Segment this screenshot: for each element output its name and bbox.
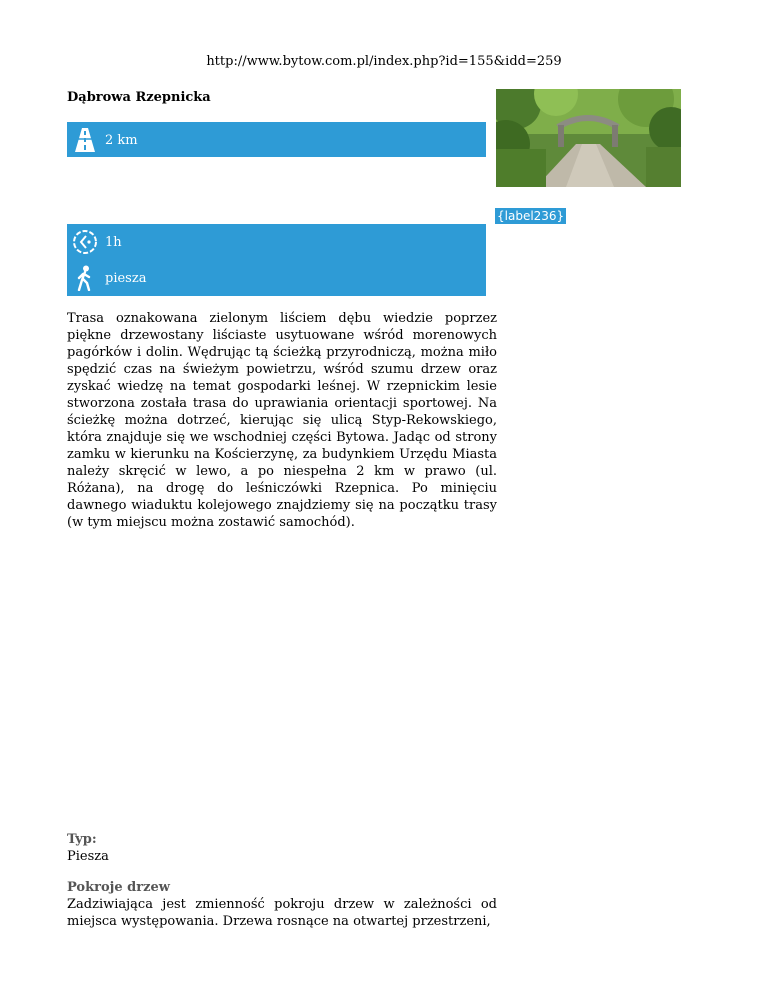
walker-icon xyxy=(71,264,99,292)
type-value: Piesza xyxy=(67,849,109,864)
section-heading: Pokroje drzew xyxy=(67,880,170,895)
mode-value: piesza xyxy=(105,270,147,286)
trail-description: Trasa oznakowana zielonym liściem dębu wiedzie poprzez piękne drzewostany liściaste usytuowane wśród morenowych pagórków i dolin. Wędrując tą ścieżką przyrodniczą, można miło spędzić czas na świeżym powietrzu, wśród szumu drzew oraz zyskać wiedzę na temat gospodarki leśnej. W rzepnickim lesie stworzona została trasa do uprawiania orientacji sportowej. Na ścieżkę można dotrzeć, kierując się ulicą Styp-Rekowskiego, która znajduje się we wschodniej części Bytowa. Jadąc od strony zamku w kierunku na Kościerzynę, za budynkiem Urzędu Miasta należy skręcić w lewo, a po niespełna 2 km w prawo (ul. Różana), na drogę do leśniczówki Rzepnica. Po minięciu dawnego wiaduktu kolejowego znajdziemy się na początku trasy (w tym miejscu można zostawić samochód). xyxy=(67,311,497,530)
page-title: Dąbrowa Rzepnicka xyxy=(67,90,211,105)
road-icon xyxy=(71,126,99,154)
info-bar xyxy=(67,224,486,296)
clock-icon xyxy=(71,228,99,256)
trail-photo xyxy=(496,89,681,187)
page-url: http://www.bytow.com.pl/index.php?id=155&idd=259 xyxy=(206,54,562,69)
section-text: Zadziwiająca jest zmienność pokroju drzew w zależności od miejsca występowania. Drzewa rosnące na otwartej przestrzeni, xyxy=(67,897,497,929)
duration-value: 1h xyxy=(105,234,122,250)
type-label: Typ: xyxy=(67,832,97,847)
label-badge: {label236} xyxy=(497,209,565,223)
distance-bar xyxy=(67,122,486,157)
distance-value: 2 km xyxy=(105,132,138,148)
